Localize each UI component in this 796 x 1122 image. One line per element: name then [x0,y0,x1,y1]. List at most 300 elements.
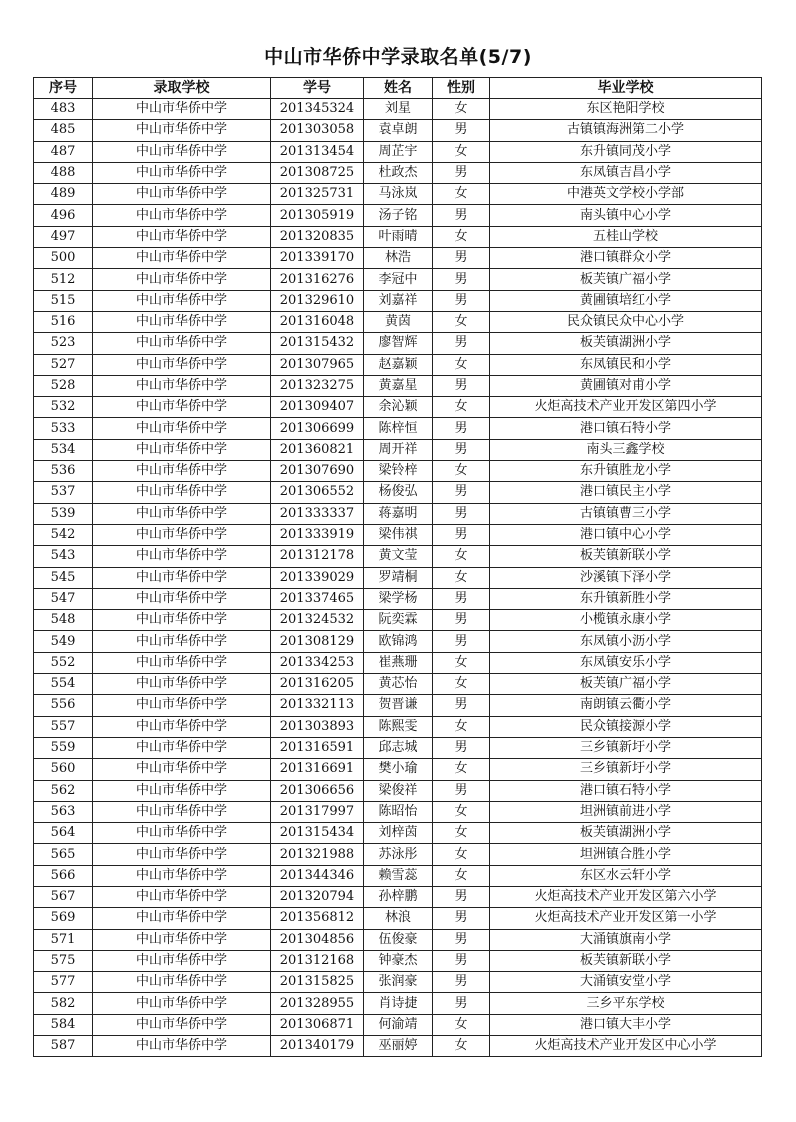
cell-number: 562 [34,780,93,801]
cell-gender: 女 [433,311,490,332]
cell-graduation-school: 三乡平东学校 [490,993,762,1014]
cell-number: 564 [34,823,93,844]
cell-name: 陈梓恒 [364,418,433,439]
cell-gender: 男 [433,631,490,652]
cell-student-id: 201316591 [271,737,364,758]
cell-graduation-school: 坦洲镇前进小学 [490,801,762,822]
cell-gender: 男 [433,482,490,503]
cell-gender: 男 [433,950,490,971]
cell-student-id: 201306656 [271,780,364,801]
cell-graduation-school: 板芙镇广福小学 [490,269,762,290]
cell-student-id: 201306552 [271,482,364,503]
cell-graduation-school: 古镇镇海洲第二小学 [490,120,762,141]
cell-admitted-school: 中山市华侨中学 [93,397,271,418]
cell-graduation-school: 板芙镇新联小学 [490,546,762,567]
cell-number: 528 [34,375,93,396]
cell-name: 叶雨晴 [364,226,433,247]
cell-student-id: 201340179 [271,1036,364,1057]
table-row [34,120,762,141]
cell-admitted-school: 中山市华侨中学 [93,695,271,716]
cell-student-id: 201339029 [271,567,364,588]
table-row [34,886,762,907]
cell-admitted-school: 中山市华侨中学 [93,950,271,971]
cell-gender: 男 [433,695,490,716]
cell-number: 582 [34,993,93,1014]
cell-graduation-school: 古镇镇曹三小学 [490,503,762,524]
cell-graduation-school: 黄圃镇培红小学 [490,290,762,311]
cell-admitted-school: 中山市华侨中学 [93,184,271,205]
cell-graduation-school: 南头三鑫学校 [490,439,762,460]
table-row [34,333,762,354]
cell-admitted-school: 中山市华侨中学 [93,780,271,801]
cell-admitted-school: 中山市华侨中学 [93,99,271,120]
cell-number: 560 [34,759,93,780]
table-row [34,248,762,269]
table-row [34,908,762,929]
cell-student-id: 201317997 [271,801,364,822]
cell-student-id: 201315825 [271,972,364,993]
cell-number: 539 [34,503,93,524]
cell-number: 497 [34,226,93,247]
table-row [34,716,762,737]
table-row [34,823,762,844]
cell-number: 533 [34,418,93,439]
table-row [34,950,762,971]
cell-admitted-school: 中山市华侨中学 [93,1014,271,1035]
admission-table [33,77,762,1057]
column-header-gender: 性别 [433,78,490,99]
cell-name: 贺晋谦 [364,695,433,716]
cell-name: 梁伟祺 [364,524,433,545]
table-row [34,780,762,801]
cell-number: 489 [34,184,93,205]
cell-graduation-school: 三乡镇新圩小学 [490,737,762,758]
cell-name: 黄嘉星 [364,375,433,396]
cell-number: 548 [34,610,93,631]
cell-number: 584 [34,1014,93,1035]
cell-graduation-school: 东升镇胜龙小学 [490,461,762,482]
cell-graduation-school: 东升镇新胜小学 [490,588,762,609]
cell-number: 487 [34,141,93,162]
cell-student-id: 201360821 [271,439,364,460]
cell-name: 蒋嘉明 [364,503,433,524]
table-row [34,695,762,716]
cell-admitted-school: 中山市华侨中学 [93,226,271,247]
cell-gender: 女 [433,226,490,247]
cell-admitted-school: 中山市华侨中学 [93,248,271,269]
table-row [34,972,762,993]
cell-number: 587 [34,1036,93,1057]
cell-admitted-school: 中山市华侨中学 [93,375,271,396]
cell-graduation-school: 火炬高技术产业开发区中心小学 [490,1036,762,1057]
cell-name: 陈昭怡 [364,801,433,822]
table-row [34,1014,762,1035]
cell-student-id: 201312178 [271,546,364,567]
cell-gender: 女 [433,141,490,162]
cell-graduation-school: 南头镇中心小学 [490,205,762,226]
table-row [34,205,762,226]
cell-admitted-school: 中山市华侨中学 [93,546,271,567]
table-row [34,610,762,631]
cell-name: 苏泳彤 [364,844,433,865]
cell-admitted-school: 中山市华侨中学 [93,929,271,950]
cell-admitted-school: 中山市华侨中学 [93,631,271,652]
cell-name: 罗靖桐 [364,567,433,588]
table-row [34,375,762,396]
table-body [34,99,762,1057]
cell-student-id: 201303058 [271,120,364,141]
cell-name: 林浩 [364,248,433,269]
cell-number: 537 [34,482,93,503]
cell-gender: 男 [433,908,490,929]
cell-gender: 男 [433,737,490,758]
cell-admitted-school: 中山市华侨中学 [93,652,271,673]
column-header-graduation-school: 毕业学校 [490,78,762,99]
cell-name: 汤子铭 [364,205,433,226]
cell-admitted-school: 中山市华侨中学 [93,311,271,332]
cell-name: 邱志城 [364,737,433,758]
cell-gender: 男 [433,993,490,1014]
table-row [34,759,762,780]
cell-gender: 女 [433,99,490,120]
cell-gender: 女 [433,1014,490,1035]
cell-number: 543 [34,546,93,567]
cell-student-id: 201345324 [271,99,364,120]
cell-student-id: 201303893 [271,716,364,737]
cell-number: 565 [34,844,93,865]
cell-student-id: 201328955 [271,993,364,1014]
cell-admitted-school: 中山市华侨中学 [93,886,271,907]
cell-admitted-school: 中山市华侨中学 [93,524,271,545]
cell-student-id: 201320794 [271,886,364,907]
cell-name: 黄芯怡 [364,674,433,695]
cell-student-id: 201325731 [271,184,364,205]
cell-gender: 女 [433,865,490,886]
cell-student-id: 201307690 [271,461,364,482]
cell-name: 廖智辉 [364,333,433,354]
table-row [34,503,762,524]
column-header-number: 序号 [34,78,93,99]
cell-gender: 女 [433,844,490,865]
column-header-admitted-school: 录取学校 [93,78,271,99]
cell-student-id: 201316276 [271,269,364,290]
cell-number: 569 [34,908,93,929]
cell-number: 527 [34,354,93,375]
cell-graduation-school: 三乡镇新圩小学 [490,759,762,780]
cell-student-id: 201337465 [271,588,364,609]
cell-student-id: 201323275 [271,375,364,396]
cell-student-id: 201315432 [271,333,364,354]
cell-gender: 男 [433,269,490,290]
cell-number: 552 [34,652,93,673]
cell-gender: 男 [433,205,490,226]
table-header [34,78,762,99]
cell-name: 伍俊豪 [364,929,433,950]
cell-admitted-school: 中山市华侨中学 [93,716,271,737]
cell-gender: 男 [433,610,490,631]
cell-graduation-school: 东凤镇民和小学 [490,354,762,375]
page-title: 中山市华侨中学录取名单(5/7) [264,46,532,68]
table-row [34,737,762,758]
cell-name: 樊小瑜 [364,759,433,780]
cell-name: 袁卓朗 [364,120,433,141]
cell-admitted-school: 中山市华侨中学 [93,801,271,822]
cell-student-id: 201339170 [271,248,364,269]
cell-admitted-school: 中山市华侨中学 [93,759,271,780]
table-row [34,226,762,247]
cell-student-id: 201313454 [271,141,364,162]
cell-admitted-school: 中山市华侨中学 [93,908,271,929]
cell-graduation-school: 火炬高技术产业开发区第一小学 [490,908,762,929]
cell-admitted-school: 中山市华侨中学 [93,205,271,226]
cell-number: 516 [34,311,93,332]
cell-admitted-school: 中山市华侨中学 [93,141,271,162]
table-row [34,354,762,375]
cell-number: 554 [34,674,93,695]
table-row [34,588,762,609]
cell-name: 周芷宇 [364,141,433,162]
cell-gender: 男 [433,439,490,460]
cell-gender: 男 [433,503,490,524]
cell-student-id: 201324532 [271,610,364,631]
cell-gender: 男 [433,972,490,993]
cell-number: 496 [34,205,93,226]
cell-student-id: 201333919 [271,524,364,545]
cell-graduation-school: 板芙镇广福小学 [490,674,762,695]
cell-gender: 男 [433,120,490,141]
cell-student-id: 201308129 [271,631,364,652]
cell-graduation-school: 中港英文学校小学部 [490,184,762,205]
cell-admitted-school: 中山市华侨中学 [93,588,271,609]
cell-number: 515 [34,290,93,311]
cell-gender: 女 [433,823,490,844]
cell-graduation-school: 黄圃镇对甫小学 [490,375,762,396]
table-row [34,801,762,822]
cell-gender: 女 [433,674,490,695]
cell-graduation-school: 板芙镇湖洲小学 [490,333,762,354]
cell-graduation-school: 民众镇民众中心小学 [490,311,762,332]
cell-gender: 男 [433,290,490,311]
cell-student-id: 201329610 [271,290,364,311]
cell-student-id: 201312168 [271,950,364,971]
cell-graduation-school: 东凤镇小沥小学 [490,631,762,652]
cell-admitted-school: 中山市华侨中学 [93,993,271,1014]
cell-name: 黄文莹 [364,546,433,567]
table-row [34,439,762,460]
cell-gender: 男 [433,588,490,609]
table-row [34,162,762,183]
table-row [34,524,762,545]
cell-admitted-school: 中山市华侨中学 [93,610,271,631]
cell-admitted-school: 中山市华侨中学 [93,737,271,758]
cell-graduation-school: 大涌镇旗南小学 [490,929,762,950]
cell-admitted-school: 中山市华侨中学 [93,461,271,482]
cell-number: 500 [34,248,93,269]
cell-gender: 男 [433,375,490,396]
cell-admitted-school: 中山市华侨中学 [93,162,271,183]
cell-student-id: 201309407 [271,397,364,418]
cell-number: 547 [34,588,93,609]
table-row [34,1036,762,1057]
cell-number: 571 [34,929,93,950]
cell-number: 485 [34,120,93,141]
cell-student-id: 201316048 [271,311,364,332]
cell-name: 梁学杨 [364,588,433,609]
cell-graduation-school: 坦洲镇合胜小学 [490,844,762,865]
table-row [34,482,762,503]
cell-name: 刘星 [364,99,433,120]
column-header-name: 姓名 [364,78,433,99]
cell-number: 483 [34,99,93,120]
cell-admitted-school: 中山市华侨中学 [93,865,271,886]
cell-gender: 女 [433,801,490,822]
cell-admitted-school: 中山市华侨中学 [93,482,271,503]
header-row [34,78,762,99]
cell-graduation-school: 港口镇石特小学 [490,780,762,801]
cell-graduation-school: 板芙镇新联小学 [490,950,762,971]
cell-number: 534 [34,439,93,460]
table-row [34,865,762,886]
cell-admitted-school: 中山市华侨中学 [93,269,271,290]
cell-admitted-school: 中山市华侨中学 [93,333,271,354]
cell-graduation-school: 港口镇中心小学 [490,524,762,545]
cell-gender: 女 [433,397,490,418]
cell-graduation-school: 港口镇大丰小学 [490,1014,762,1035]
cell-gender: 女 [433,461,490,482]
cell-name: 钟豪杰 [364,950,433,971]
cell-name: 张润豪 [364,972,433,993]
cell-name: 李冠中 [364,269,433,290]
cell-name: 欧锦鸿 [364,631,433,652]
table-row [34,993,762,1014]
table-row [34,269,762,290]
cell-graduation-school: 东区艳阳学校 [490,99,762,120]
table-row [34,844,762,865]
cell-student-id: 201356812 [271,908,364,929]
cell-number: 563 [34,801,93,822]
cell-gender: 男 [433,162,490,183]
table-row [34,99,762,120]
cell-number: 536 [34,461,93,482]
cell-name: 余沁颖 [364,397,433,418]
cell-gender: 女 [433,567,490,588]
cell-name: 刘嘉祥 [364,290,433,311]
cell-student-id: 201306871 [271,1014,364,1035]
cell-number: 575 [34,950,93,971]
table-row [34,546,762,567]
cell-name: 肖诗捷 [364,993,433,1014]
cell-name: 崔燕珊 [364,652,433,673]
cell-name: 梁俊祥 [364,780,433,801]
cell-number: 532 [34,397,93,418]
cell-graduation-school: 港口镇群众小学 [490,248,762,269]
table-row [34,141,762,162]
cell-graduation-school: 小榄镇永康小学 [490,610,762,631]
cell-admitted-school: 中山市华侨中学 [93,290,271,311]
cell-name: 杜政杰 [364,162,433,183]
cell-graduation-school: 板芙镇湖洲小学 [490,823,762,844]
cell-name: 马泳岚 [364,184,433,205]
cell-number: 549 [34,631,93,652]
cell-name: 赖雪蕊 [364,865,433,886]
table-row [34,290,762,311]
cell-gender: 女 [433,354,490,375]
cell-student-id: 201332113 [271,695,364,716]
cell-admitted-school: 中山市华侨中学 [93,120,271,141]
table-row [34,674,762,695]
cell-student-id: 201304856 [271,929,364,950]
table-row [34,311,762,332]
cell-admitted-school: 中山市华侨中学 [93,1036,271,1057]
cell-graduation-school: 南朗镇云衢小学 [490,695,762,716]
cell-student-id: 201320835 [271,226,364,247]
cell-gender: 男 [433,886,490,907]
column-header-student-id: 学号 [271,78,364,99]
cell-student-id: 201308725 [271,162,364,183]
cell-number: 566 [34,865,93,886]
cell-number: 567 [34,886,93,907]
table-row [34,461,762,482]
cell-name: 巫丽婷 [364,1036,433,1057]
cell-admitted-school: 中山市华侨中学 [93,823,271,844]
cell-name: 陈熙雯 [364,716,433,737]
cell-name: 杨俊弘 [364,482,433,503]
cell-graduation-school: 港口镇民主小学 [490,482,762,503]
cell-name: 周开祥 [364,439,433,460]
cell-graduation-school: 港口镇石特小学 [490,418,762,439]
cell-admitted-school: 中山市华侨中学 [93,972,271,993]
cell-admitted-school: 中山市华侨中学 [93,354,271,375]
cell-gender: 男 [433,929,490,950]
cell-number: 512 [34,269,93,290]
cell-name: 孙梓鹏 [364,886,433,907]
cell-student-id: 201315434 [271,823,364,844]
cell-graduation-school: 民众镇接源小学 [490,716,762,737]
cell-gender: 男 [433,418,490,439]
cell-student-id: 201305919 [271,205,364,226]
cell-name: 刘梓茵 [364,823,433,844]
cell-gender: 女 [433,652,490,673]
cell-number: 559 [34,737,93,758]
cell-name: 阮奕霖 [364,610,433,631]
cell-admitted-school: 中山市华侨中学 [93,418,271,439]
cell-name: 黄茵 [364,311,433,332]
cell-student-id: 201316205 [271,674,364,695]
cell-gender: 女 [433,759,490,780]
cell-student-id: 201333337 [271,503,364,524]
cell-gender: 女 [433,716,490,737]
cell-name: 梁铃梓 [364,461,433,482]
table-row [34,184,762,205]
cell-admitted-school: 中山市华侨中学 [93,503,271,524]
cell-student-id: 201334253 [271,652,364,673]
cell-student-id: 201306699 [271,418,364,439]
cell-gender: 男 [433,248,490,269]
table-row [34,418,762,439]
cell-name: 赵嘉颖 [364,354,433,375]
cell-gender: 女 [433,546,490,567]
cell-number: 523 [34,333,93,354]
cell-graduation-school: 东区水云轩小学 [490,865,762,886]
cell-admitted-school: 中山市华侨中学 [93,844,271,865]
cell-number: 488 [34,162,93,183]
cell-graduation-school: 五桂山学校 [490,226,762,247]
table-row [34,929,762,950]
cell-student-id: 201307965 [271,354,364,375]
cell-gender: 男 [433,780,490,801]
cell-number: 545 [34,567,93,588]
cell-admitted-school: 中山市华侨中学 [93,567,271,588]
